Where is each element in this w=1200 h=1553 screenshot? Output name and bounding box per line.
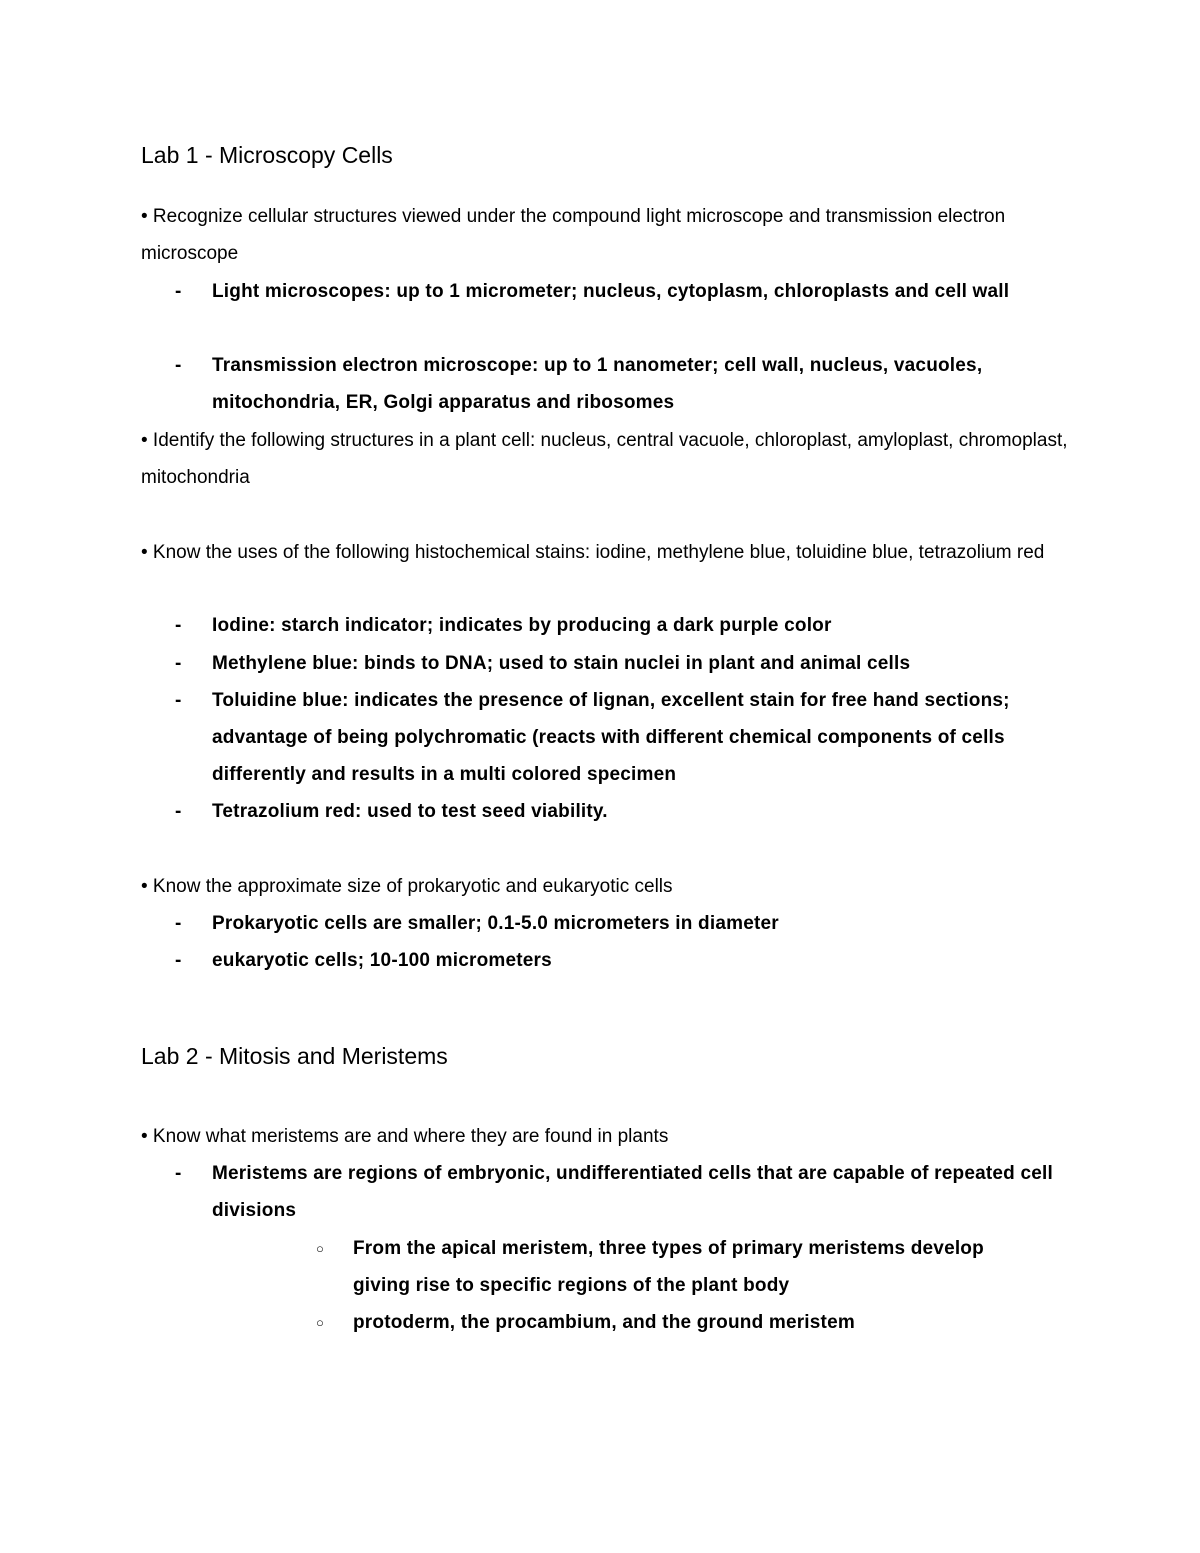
circle-bullet-icon: ○ bbox=[316, 1315, 325, 1330]
lab1-sub-methylene bbox=[175, 645, 1075, 682]
dash-marker: - bbox=[175, 801, 182, 822]
lab2-bullet-meristems: • Know what meristems are and where they are found in plants bbox=[141, 1126, 669, 1147]
lab1-heading: Lab 1 - Microscopy Cells bbox=[141, 142, 393, 168]
lab2-circle-apical bbox=[316, 1230, 1036, 1304]
dash-marker: - bbox=[175, 653, 182, 674]
sub-item-text: Transmission electron microscope: up to 1 nanometer; cell wall, nucleus, vacuoles, mitochondria, ER, Golgi apparatus and ribosomes bbox=[212, 355, 983, 413]
dash-marker: - bbox=[175, 355, 182, 376]
lab1-sub-iodine bbox=[175, 607, 1075, 644]
sub-item-text: Prokaryotic cells are smaller; 0.1-5.0 micrometers in diameter bbox=[212, 913, 779, 934]
dash-marker: - bbox=[175, 690, 182, 711]
lab1-sub-prokaryotic bbox=[175, 905, 1075, 942]
sub-item-text: Iodine: starch indicator; indicates by producing a dark purple color bbox=[212, 615, 832, 636]
lab1-bullet-size: • Know the approximate size of prokaryotic and eukaryotic cells bbox=[141, 876, 673, 897]
lab1-bullet-identify: • Identify the following structures in a plant cell: nucleus, central vacuole, chloroplast, amyloplast, chromoplast, mitochondria bbox=[141, 430, 1068, 488]
dash-marker: - bbox=[175, 913, 182, 934]
sub-item-text: Toluidine blue: indicates the presence of lignan, excellent stain for free hand sections; advantage of being polychromatic (reacts with different chemical components of cells differently and results in a multi colored specimen bbox=[212, 690, 1010, 785]
lab1-sub-tem bbox=[175, 347, 1075, 421]
dash-marker: - bbox=[175, 950, 182, 971]
circle-item-text: From the apical meristem, three types of primary meristems develop giving rise to specific regions of the plant body bbox=[353, 1238, 984, 1296]
lab1-sub-light-microscopes bbox=[175, 273, 1075, 310]
lab1-bullet-recognize: • Recognize cellular structures viewed under the compound light microscope and transmission electron microscope bbox=[141, 206, 1006, 264]
lab1-sub-toluidine bbox=[175, 682, 1075, 793]
dash-marker: - bbox=[175, 615, 182, 636]
lab2-sub-meristems-definition bbox=[175, 1155, 1075, 1229]
lab2-heading: Lab 2 - Mitosis and Meristems bbox=[141, 1043, 448, 1069]
sub-item-text: Methylene blue: binds to DNA; used to stain nuclei in plant and animal cells bbox=[212, 653, 911, 674]
dash-marker: - bbox=[175, 281, 182, 302]
lab1-bullet-stains: • Know the uses of the following histochemical stains: iodine, methylene blue, toluidine blue, tetrazolium red bbox=[141, 542, 1045, 563]
lab1-sub-eukaryotic bbox=[175, 942, 1075, 979]
sub-item-text: eukaryotic cells; 10-100 micrometers bbox=[212, 950, 552, 971]
lab2-circle-protoderm bbox=[316, 1304, 1036, 1341]
sub-item-text: Meristems are regions of embryonic, undifferentiated cells that are capable of repeated cell divisions bbox=[212, 1163, 1053, 1221]
sub-item-text: Tetrazolium red: used to test seed viability. bbox=[212, 801, 608, 822]
dash-marker: - bbox=[175, 1163, 182, 1184]
circle-item-text: protoderm, the procambium, and the ground meristem bbox=[353, 1312, 855, 1333]
sub-item-text: Light microscopes: up to 1 micrometer; nucleus, cytoplasm, chloroplasts and cell wall bbox=[212, 281, 1010, 302]
lab1-sub-tetrazolium bbox=[175, 793, 1075, 830]
circle-bullet-icon: ○ bbox=[316, 1241, 325, 1256]
